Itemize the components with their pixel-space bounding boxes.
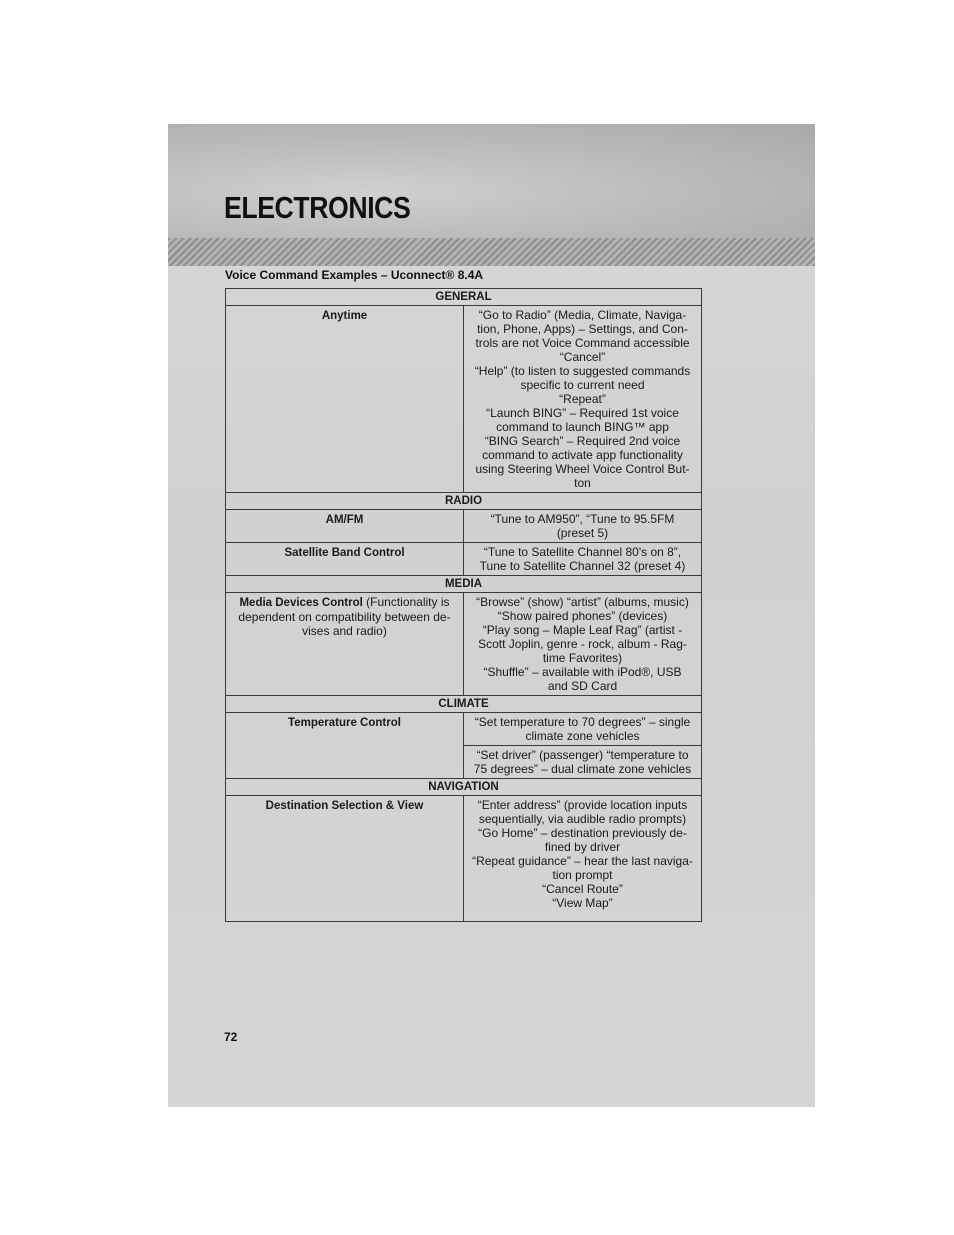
example-line: time Favorites) (542, 651, 623, 665)
example-line: “Show paired phones” (devices) (497, 609, 668, 623)
command-label-cell (226, 593, 464, 696)
command-examples-cell (464, 713, 702, 746)
table-row (226, 306, 702, 493)
example-line: “Enter address” (provide location inputs (477, 798, 688, 812)
table-row (226, 796, 702, 922)
command-label-cell (226, 713, 464, 779)
command-label-cell (226, 306, 464, 493)
command-examples-cell (464, 746, 702, 779)
example-line: “Go to Radio” (Media, Climate, Naviga- (478, 308, 687, 322)
command-examples-cell (464, 543, 702, 576)
example-line: “Go Home” – destination previously de- (478, 826, 687, 840)
example-line: “Repeat” (559, 392, 606, 406)
example-line: “Play song – Maple Leaf Rag” (artist - (482, 623, 683, 637)
group-row-climate (226, 696, 702, 713)
group-heading-radio: RADIO (226, 493, 702, 510)
example-line: “Repeat guidance” – hear the last naviga- (472, 854, 693, 868)
command-label-cell (226, 796, 464, 922)
group-heading-navigation: NAVIGATION (226, 779, 702, 796)
command-label-cell (226, 510, 464, 543)
table-row (226, 510, 702, 543)
example-line: “Tune to Satellite Channel 80's on 8”, (483, 545, 682, 559)
command-note-line: vises and radio) (302, 624, 387, 638)
example-line: 75 degrees” – dual climate zone vehicles (473, 762, 692, 776)
command-label-amfm: AM/FM (325, 514, 364, 526)
example-line: and SD Card (547, 679, 618, 693)
example-line: tion, Phone, Apps) – Settings, and Con- (477, 322, 688, 336)
group-heading-climate: CLIMATE (226, 696, 702, 713)
example-line: specific to current need (520, 378, 645, 392)
group-row-general (226, 289, 702, 306)
command-examples-cell (464, 593, 702, 696)
example-line: Scott Joplin, genre - rock, album - Rag- (478, 637, 687, 651)
header-stripe (168, 238, 815, 266)
example-line: “Cancel” (559, 350, 606, 364)
example-line: ton (574, 476, 591, 490)
example-line: tion prompt (552, 868, 613, 882)
command-examples-cell (464, 306, 702, 493)
example-line: “View Map” (552, 896, 613, 910)
command-label-cell (226, 543, 464, 576)
table-row (226, 543, 702, 576)
command-label-media-devices: Media Devices Control (239, 597, 363, 609)
manual-page (168, 124, 815, 1107)
group-row-radio (226, 493, 702, 510)
command-examples-cell (464, 510, 702, 543)
group-heading-general: GENERAL (226, 289, 702, 306)
example-line: fined by driver (544, 840, 621, 854)
group-row-navigation (226, 779, 702, 796)
example-line: climate zone vehicles (525, 729, 640, 743)
command-label-destination: Destination Selection & View (265, 800, 424, 812)
example-line: “Set driver” (passenger) “temperature to (476, 748, 689, 762)
example-line: “Launch BING” – Required 1st voice (486, 406, 679, 420)
command-label-temperature: Temperature Control (288, 717, 401, 729)
table-title: Voice Command Examples – Uconnect® 8.4A (225, 268, 484, 282)
example-line: trols are not Voice Command accessible (475, 336, 690, 350)
example-line: command to activate app functionality (482, 448, 683, 462)
section-title: ELECTRONICS (224, 190, 411, 225)
example-line: Tune to Satellite Channel 32 (preset 4) (479, 559, 686, 573)
example-line: “Browse” (show) “artist” (albums, music) (476, 595, 689, 609)
command-note-line: (Functionality is (362, 595, 450, 609)
example-line: “BING Search” – Required 2nd voice (484, 434, 681, 448)
example-line: using Steering Wheel Voice Control But- (475, 462, 690, 476)
example-line: (preset 5) (556, 526, 609, 540)
example-line: command to launch BING™ app (496, 420, 669, 434)
command-examples-cell (464, 796, 702, 922)
command-label-satellite: Satellite Band Control (284, 547, 405, 559)
page-number: 72 (224, 1030, 238, 1044)
group-row-media (226, 576, 702, 593)
example-line: “Tune to AM950”, “Tune to 95.5FM (490, 512, 675, 526)
voice-command-table (225, 288, 702, 922)
table-row (226, 593, 702, 696)
group-heading-media: MEDIA (226, 576, 702, 593)
command-label-anytime: Anytime (321, 310, 368, 322)
example-line: “Set temperature to 70 degrees” – single (474, 715, 691, 729)
example-line: “Shuffle” – available with iPod®, USB (483, 665, 682, 679)
table-row (226, 713, 702, 746)
command-note-line: dependent on compatibility between de- (238, 610, 451, 624)
example-line: “Cancel Route” (542, 882, 623, 896)
example-line: sequentially, via audible radio prompts) (478, 812, 687, 826)
example-line: “Help” (to listen to suggested commands (474, 364, 691, 378)
